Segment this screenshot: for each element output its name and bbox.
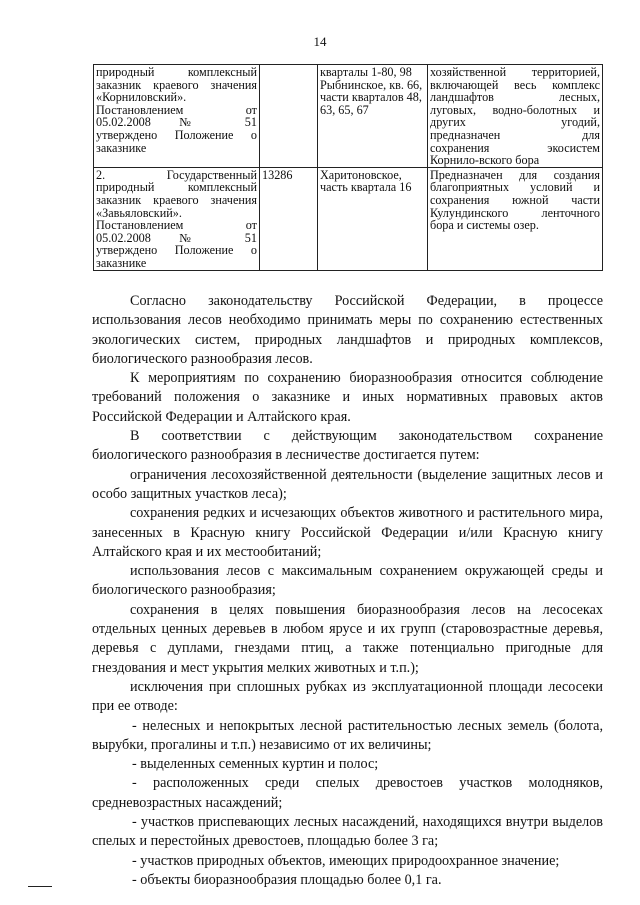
- purpose-line: других угодий,: [430, 115, 600, 130]
- name-line: заказник краевого значения: [96, 192, 257, 207]
- purpose-line: благоприятных условий и: [430, 180, 600, 195]
- purpose-line: бора и системы озер.: [430, 218, 539, 233]
- paragraph: ограничения лесохозяйственной деятельности (выделение защитных лесов и особо защитных участков леса);: [92, 466, 603, 502]
- name-line: заказник краевого значения: [96, 77, 257, 92]
- cell-location: [318, 167, 428, 270]
- list-item: - выделенных семенных куртин и полос;: [132, 756, 379, 773]
- location-line: части кварталов 48,: [320, 90, 422, 105]
- name-line: заказнике: [96, 140, 147, 155]
- name-line: 05.02.2008 № 51: [96, 115, 257, 130]
- paragraph: В соответствии с действующим законодательством сохранение биологического разнообразия в лесничестве достигается путем:: [92, 428, 603, 464]
- name-line: природный комплексный: [96, 65, 257, 79]
- cell-name: [94, 65, 260, 168]
- name-line: «Корниловский».: [96, 90, 187, 105]
- name-line: Постановлением от: [96, 102, 257, 117]
- cell-location: [318, 65, 428, 168]
- purpose-line: хозяйственной территорией,: [430, 65, 600, 79]
- list-item: - нелесных и непокрытых лесной растительностью лесных земель (болота, вырубки, прогалины и т.п.) независимо от их величины;: [92, 717, 603, 753]
- paragraph: использования лесов с максимальным сохранением окружающей среды и биологического разнообразия;: [92, 563, 603, 599]
- list-item: - участков приспевающих лесных насаждений, находящихся внутри выделов спелых и перестойных древостоев, площадью более 3 га;: [92, 814, 603, 850]
- cell-purpose: [428, 65, 603, 168]
- name-line: утверждено Положение о: [96, 127, 257, 142]
- footnote-separator: [28, 886, 52, 887]
- cell-name: [94, 167, 260, 270]
- cell-area: [260, 65, 318, 168]
- purpose-line: луговых, водно-болотных и: [430, 102, 600, 117]
- name-line: природный комплексный: [96, 180, 257, 195]
- purpose-line: ландшафтов лесных,: [430, 90, 600, 105]
- name-line: «Завьяловский».: [96, 205, 182, 220]
- location-line: Рыбнинское, кв. 66,: [320, 77, 423, 92]
- name-line: заказнике: [96, 255, 147, 270]
- list-item: - объекты биоразнообразия площадью более 0,1 га.: [132, 871, 442, 888]
- location-line: Харитоновское,: [320, 167, 402, 182]
- page-number: 14: [313, 34, 327, 49]
- paragraph: сохранения в целях повышения биоразнообразия лесов на лесосеках отдельных ценных деревьев в любом ярусе и их групп (старовозрастные деревья, деревья с дуплами, гнездами птиц, а также потенциально пригодные для гнездования и мест укрытия мелких животных и т.п.);: [92, 601, 603, 676]
- list-item: - расположенных среди спелых древостоев участков молодняков, средневозрастных насаждений;: [92, 775, 603, 811]
- name-line: Государственный: [166, 167, 257, 182]
- row-number: 2.: [96, 167, 106, 182]
- purpose-line: Корнило-вского бора: [430, 153, 540, 168]
- table-row: [94, 65, 603, 168]
- paragraph: Согласно законодательству Российской Федерации, в процессе использования лесов необходимо принимать меры по сохранению естественных экологических систем, природных ландшафтов и природных комплексов, биологического разнообразия лесов.: [92, 293, 603, 367]
- body-text: [92, 292, 603, 890]
- location-line: 63, 65, 67: [320, 102, 369, 117]
- name-line: Постановлением от: [96, 218, 257, 233]
- paragraph: сохранения редких и исчезающих объектов животного и растительного мира, занесенных в Красную книгу Российской Федерации и/или Красную книгу Алтайского края и их местообитаний;: [92, 505, 603, 560]
- purpose-line: сохранения экосистем: [430, 140, 600, 155]
- name-line: 05.02.2008 № 51: [96, 230, 257, 245]
- location-line: часть квартала 16: [320, 180, 412, 195]
- purpose-line: предназначен для: [430, 127, 600, 142]
- name-line: утверждено Положение о: [96, 243, 257, 258]
- cell-area: 13286: [260, 167, 318, 270]
- paragraph: К мероприятиям по сохранению биоразнообразия относится соблюдение требований положения о заказнике и иных нормативных правовых актов Российской Федерации и Алтайского края.: [92, 370, 603, 425]
- protected-areas-table: [93, 64, 603, 271]
- purpose-line: Предназначен для создания: [430, 167, 600, 182]
- list-item: - участков природных объектов, имеющих природоохранное значение;: [132, 852, 560, 869]
- purpose-line: Кулундинского ленточного: [430, 205, 600, 220]
- location-line: кварталы 1-80, 98: [320, 65, 412, 79]
- purpose-line: сохранения южной части: [430, 192, 600, 207]
- table-body: [94, 65, 603, 271]
- paragraph: исключения при сплошных рубках из эксплуатационной площади лесосеки при ее отводе:: [92, 678, 603, 715]
- purpose-line: включающей весь комплекс: [430, 77, 600, 92]
- cell-purpose: [428, 167, 603, 270]
- table-row: [94, 167, 603, 270]
